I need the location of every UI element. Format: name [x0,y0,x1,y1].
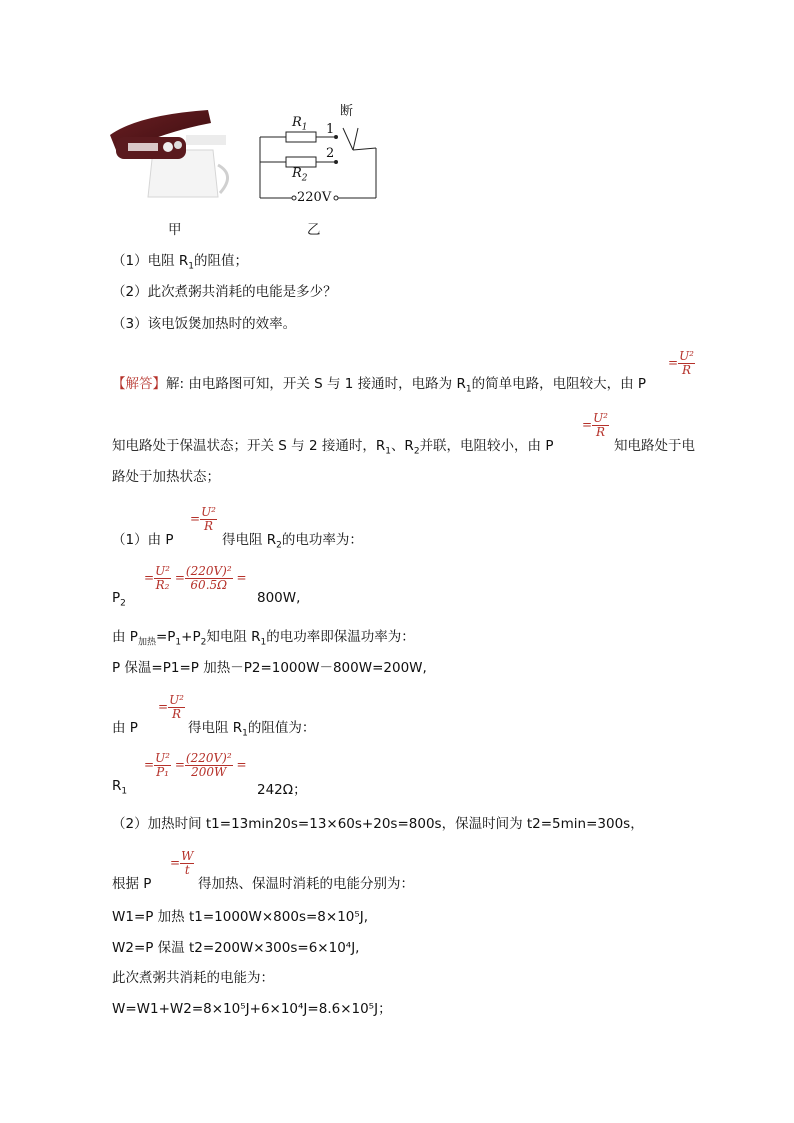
formula-r1-calc: = $\frac{\text{U²}}{\text{P₁}}$ = $\frac{\text{(220V)²}}{200W}$ = [144,751,247,779]
node-1 [334,135,338,139]
line-total-label: 此次煮粥共消耗的电能为： [112,970,274,986]
formula-p-u2-r-1: = $\frac{\text{U²}}{R}$ [668,349,694,377]
answer-line-2-end: 知电路处于电 [614,438,695,454]
answer-line-2: 知电路处于保温状态；开关 S 与 2 接通时，$R_1$、$R_2$并联，电阻较小，由 P [112,438,554,457]
question-2: （2）此次煮粥共消耗的电能是多少？ [112,284,337,300]
label-node-2: 2 [326,146,335,161]
line-w2: W2=P 保温 t2=200W×300s=6×10⁴J, [112,940,360,956]
formula-p-u2-r-3: = $\frac{\text{U²}}{R}$ [190,505,216,533]
p2-result: 800W, [257,590,301,606]
step-r1-line: 由 P [112,720,138,736]
line-time: （2）加热时间 t1=13min20s=13×60s+20s=800s，保温时间为 t2=5min=300s， [112,816,644,832]
answer-line-3: 路处于加热状态； [112,469,220,485]
label-node-1: 1 [326,122,335,137]
line-pkeep: P 保温=P1=P 加热－P2=1000W－800W=200W, [112,660,427,676]
formula-p2-calc: = $\frac{\text{U²}}{\text{R₂}}$ = $\frac{\text{(220V)²}}{60.5\Omega}$ = [144,564,247,592]
formula-p-u2-r-4: = $\frac{\text{U²}}{R}$ [158,693,184,721]
answer-line-1: 【解答】解: 由电路图可知，开关 S 与 1 接通时，电路为 $R_1$的简单电路，电阻较大，由 P [112,376,647,395]
line-pheat: 由 $P_{加热}=P_1+P_2$知电阻 $R_1$的电功率即保温功率为： [112,629,415,648]
step-w-line-end: 得加热、保温时消耗的电能分别为： [198,876,414,892]
node-2 [334,160,338,164]
step-w-line: 根据 P [112,876,152,892]
label-voltage: 220V [297,190,332,205]
formula-p-w-t: = $\frac{W}{t}$ [170,849,194,877]
figure-label-yi: 乙 [307,222,321,238]
label-switch: 断 [340,104,354,119]
switch-blade-a [343,128,353,150]
label-r2: $R_2$ [292,166,308,184]
step1-line-end: 得电阻 $R_2$的电功率为： [222,532,363,551]
question-3: （3）该电饭煲加热时的效率。 [112,316,297,332]
p2-label: $P_2$ [112,590,126,609]
r1-label: $R_1$ [112,778,128,797]
figure-label-jia: 甲 [168,222,182,238]
label-r1: $R_1$ [292,115,308,133]
formula-p-u2-r-2: = $\frac{\text{U²}}{R}$ [582,411,608,439]
rice-cooker-image [108,105,243,205]
step-r1-line-end: 得电阻 $R_1$的阻值为： [188,720,316,739]
line-total: W=W1+W2=8×10⁵J+6×10⁴J=8.6×10⁵J； [112,1001,392,1017]
r1-result: 242Ω； [257,782,307,798]
answer-tag: 【解答】 [112,376,166,392]
switch-blade-b [353,128,358,150]
resistor-r1 [286,132,316,142]
question-1: （1）电阻 $R_1$的阻值； [112,253,248,272]
step1-line: （1）由 P [112,532,174,548]
line-w1: W1=P 加热 t1=1000W×800s=8×10⁵J, [112,909,369,925]
